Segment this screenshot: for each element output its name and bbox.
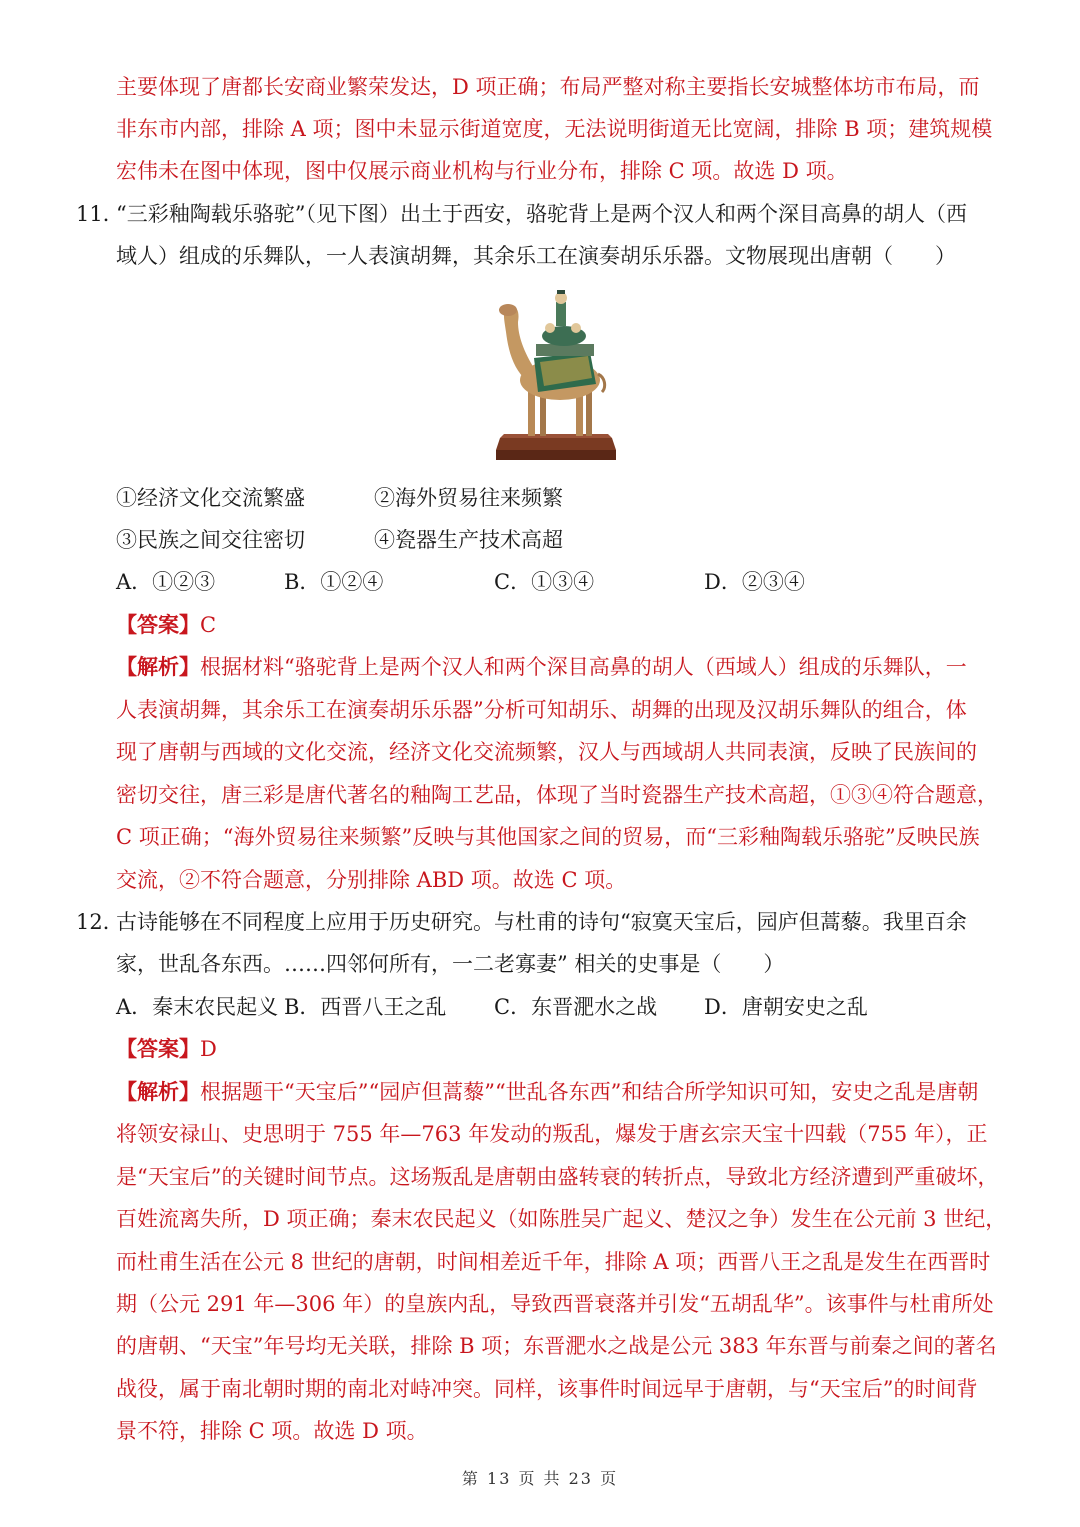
q11-answer-tag: 【答案】 (116, 612, 200, 637)
q11-analysis-tag: 【解析】 (116, 654, 200, 679)
q11-option-a: A．①②③ (116, 570, 216, 594)
prev-analysis-line-2: 非东市内部，排除 A 项；图中未显示街道宽度，无法说明街道无比宽阔，排除 B 项；建筑规模 (116, 117, 993, 141)
q12-option-d: D．唐朝安史之乱 (704, 995, 868, 1019)
q12-analysis-line-1 (116, 1077, 978, 1107)
q12-answer (116, 1034, 217, 1064)
q11-statement-3: ③民族之间交往密切 (116, 528, 305, 552)
q12-analysis-line-8: 战役，属于南北朝时期的南北对峙冲突。同样，该事件时间远早于唐朝，与“天宝后”的时间背 (116, 1377, 978, 1401)
q11-analysis-line-5: C 项正确；“海外贸易往来频繁”反映与其他国家之间的贸易，而“三彩釉陶载乐骆驼”反映民族 (116, 825, 980, 849)
q12-answer-tag: 【答案】 (116, 1036, 200, 1061)
q11-analysis-text-1: 根据材料“骆驼背上是两个汉人和两个深目高鼻的胡人（西域人）组成的乐舞队，一 (200, 655, 967, 679)
q12-stem-line-2: 家，世乱各东西。……四邻何所有，一二老寡妻” 相关的史事是（ ） (116, 952, 785, 976)
q12-number: 12． (76, 910, 124, 934)
prev-analysis-line-1: 主要体现了唐都长安商业繁荣发达，D 项正确；布局严整对称主要指长安城整体坊市布局，而 (116, 75, 980, 99)
q11-analysis-line-2: 人表演胡舞，其余乐工在演奏胡乐乐器”分析可知胡乐、胡舞的出现及汉胡乐舞队的组合，体 (116, 698, 967, 722)
prev-analysis-line-3: 宏伟未在图中体现，图中仅展示商业机构与行业分布，排除 C 项。故选 D 项。 (116, 159, 848, 183)
q11-answer-value: C (200, 613, 217, 637)
q12-analysis-text-1: 根据题干“天宝后”“园庐但蒿藜”“世乱各东西”和结合所学知识可知，安史之乱是唐朝 (200, 1080, 979, 1104)
q12-option-b: B．西晋八王之乱 (284, 995, 447, 1019)
q12-analysis-line-4: 百姓流离失所，D 项正确；秦末农民起义（如陈胜吴广起义、楚汉之争）发生在公元前 3 世纪， (116, 1207, 1007, 1231)
q11-stem-line-2: 域人）组成的乐舞队，一人表演胡舞，其余乐工在演奏胡乐乐器。文物展现出唐朝（ ） (116, 244, 956, 268)
q11-statement-2: ②海外贸易往来频繁 (374, 486, 563, 510)
camel-illustration (494, 288, 618, 464)
q11-statement-4: ④瓷器生产技术高超 (374, 528, 563, 552)
q11-number: 11． (76, 202, 124, 226)
q12-analysis-line-5: 而杜甫生活在公元 8 世纪的唐朝，时间相差近千年，排除 A 项；西晋八王之乱是发生在西晋时 (116, 1250, 991, 1274)
q11-analysis-line-6: 交流，②不符合题意，分别排除 ABD 项。故选 C 项。 (116, 868, 627, 892)
q12-analysis-line-2: 将领安禄山、史思明于 755 年—763 年发动的叛乱，爆发于唐玄宗天宝十四载（755 年），正 (116, 1122, 988, 1146)
q11-stem-line-1: “三彩釉陶载乐骆驼”（见下图）出土于西安，骆驼背上是两个汉人和两个深目高鼻的胡人（西 (116, 202, 967, 226)
q11-statement-1: ①经济文化交流繁盛 (116, 486, 305, 510)
q12-analysis-line-6: 期（公元 291 年—306 年）的皇族内乱，导致西晋衰落并引发“五胡乱华”。该事件与杜甫所处 (116, 1292, 994, 1316)
q12-analysis-line-9: 景不符，排除 C 项。故选 D 项。 (116, 1419, 428, 1443)
q11-option-b: B．①②④ (284, 570, 384, 594)
q11-analysis-line-1 (116, 652, 967, 682)
q11-answer (116, 610, 216, 640)
q11-analysis-line-4: 密切交往，唐三彩是唐代著名的釉陶工艺品，体现了当时瓷器生产技术高超，①③④符合题意， (116, 783, 998, 807)
q11-analysis-line-3: 现了唐朝与西域的文化交流，经济文化交流频繁，汉人与西域胡人共同表演，反映了民族间的 (116, 740, 977, 764)
q12-answer-value: D (200, 1037, 217, 1061)
q12-analysis-line-3: 是“天宝后”的关键时间节点。这场叛乱是唐朝由盛转衰的转折点，导致北方经济遭到严重破坏， (116, 1165, 999, 1189)
q12-analysis-line-7: 的唐朝、“天宝”年号均无关联，排除 B 项；东晋淝水之战是公元 383 年东晋与前秦之间的著名 (116, 1334, 997, 1358)
q11-option-d: D．②③④ (704, 570, 805, 594)
q12-stem-line-1: 古诗能够在不同程度上应用于历史研究。与杜甫的诗句“寂寞天宝后，园庐但蒿藜。我里百余 (116, 910, 967, 934)
page-footer: 第 13 页 共 23 页 (461, 1469, 619, 1488)
tricolor-camel-figure (494, 288, 618, 464)
q12-option-a: A．秦末农民起义 (116, 995, 279, 1019)
q12-option-c: C．东晋淝水之战 (494, 995, 658, 1019)
q11-option-c: C．①③④ (494, 570, 595, 594)
q12-analysis-tag: 【解析】 (116, 1079, 200, 1104)
